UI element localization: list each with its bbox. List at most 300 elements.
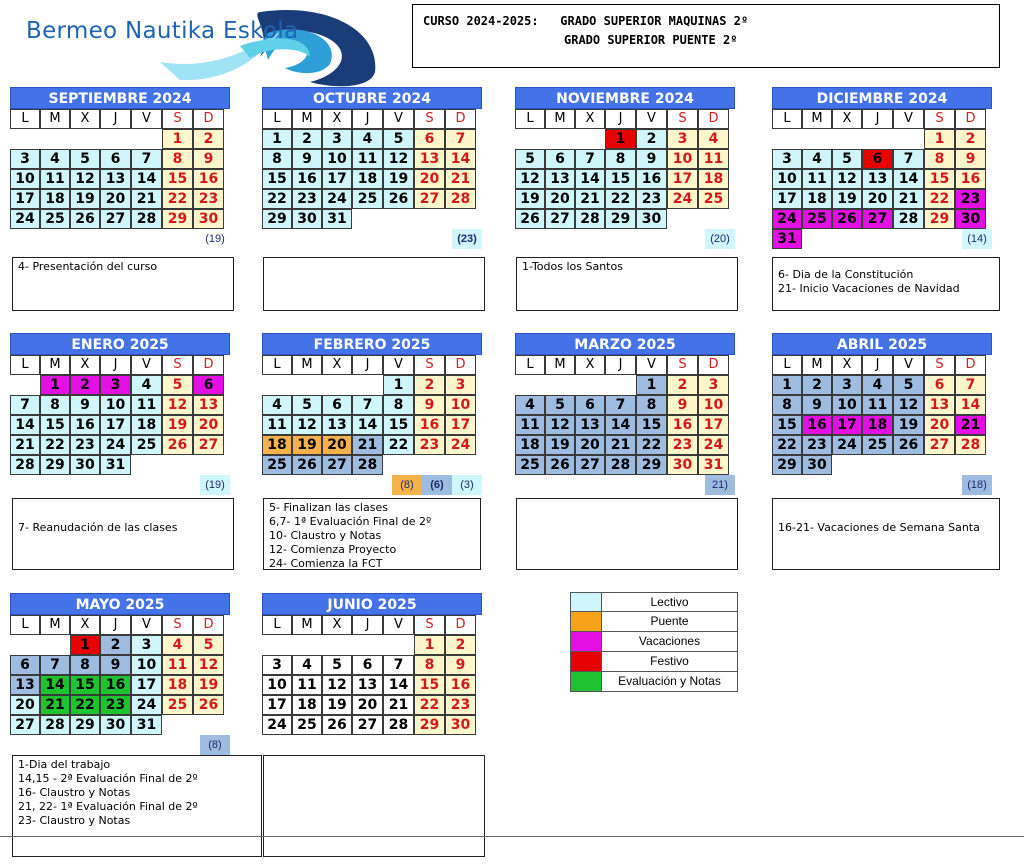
- day-cell[interactable]: 22: [924, 189, 955, 209]
- day-cell[interactable]: 18: [698, 169, 729, 189]
- day-cell[interactable]: 29: [262, 209, 292, 229]
- day-cell[interactable]: 17: [262, 695, 292, 715]
- day-cell[interactable]: 27: [545, 209, 575, 229]
- day-cell[interactable]: 17: [10, 189, 40, 209]
- day-cell[interactable]: 30: [636, 209, 667, 229]
- day-cell[interactable]: 12: [893, 395, 924, 415]
- day-cell[interactable]: 6: [100, 149, 131, 169]
- day-cell[interactable]: 2: [100, 635, 131, 655]
- day-cell[interactable]: 26: [70, 209, 100, 229]
- day-cell[interactable]: 3: [10, 149, 40, 169]
- day-cell[interactable]: 23: [100, 695, 131, 715]
- day-cell[interactable]: 27: [352, 715, 383, 735]
- day-cell[interactable]: 6: [352, 655, 383, 675]
- day-cell[interactable]: 21: [10, 435, 40, 455]
- day-cell[interactable]: 6: [924, 375, 955, 395]
- day-cell[interactable]: 7: [955, 375, 986, 395]
- day-cell[interactable]: 4: [515, 395, 545, 415]
- day-cell[interactable]: 13: [322, 415, 352, 435]
- day-cell[interactable]: 29: [772, 455, 802, 475]
- day-cell[interactable]: 18: [862, 415, 893, 435]
- day-cell[interactable]: 25: [515, 455, 545, 475]
- day-cell[interactable]: 1: [772, 375, 802, 395]
- day-cell[interactable]: 15: [772, 415, 802, 435]
- day-cell[interactable]: 5: [545, 395, 575, 415]
- day-cell[interactable]: 27: [862, 209, 893, 229]
- day-cell[interactable]: 10: [322, 149, 352, 169]
- day-cell[interactable]: 14: [352, 415, 383, 435]
- day-cell[interactable]: 13: [352, 675, 383, 695]
- day-cell[interactable]: 27: [575, 455, 605, 475]
- day-cell[interactable]: 20: [575, 435, 605, 455]
- day-cell[interactable]: 2: [193, 129, 224, 149]
- day-cell[interactable]: 5: [383, 129, 414, 149]
- day-cell[interactable]: 22: [605, 189, 636, 209]
- day-cell[interactable]: 20: [100, 189, 131, 209]
- day-cell[interactable]: 18: [131, 415, 162, 435]
- day-cell[interactable]: 19: [70, 189, 100, 209]
- day-cell[interactable]: 24: [445, 435, 476, 455]
- day-cell[interactable]: 30: [667, 455, 698, 475]
- day-cell[interactable]: 10: [667, 149, 698, 169]
- day-cell[interactable]: 21: [40, 695, 70, 715]
- day-cell[interactable]: 12: [162, 395, 193, 415]
- day-cell[interactable]: 15: [605, 169, 636, 189]
- day-cell[interactable]: 20: [193, 415, 224, 435]
- day-cell[interactable]: 14: [893, 169, 924, 189]
- day-cell[interactable]: 23: [445, 695, 476, 715]
- day-cell[interactable]: 10: [698, 395, 729, 415]
- day-cell[interactable]: 17: [322, 169, 352, 189]
- day-cell[interactable]: 25: [292, 715, 322, 735]
- day-cell[interactable]: 1: [605, 129, 636, 149]
- day-cell[interactable]: 12: [832, 169, 862, 189]
- day-cell[interactable]: 24: [131, 695, 162, 715]
- day-cell[interactable]: 10: [445, 395, 476, 415]
- day-cell[interactable]: 20: [545, 189, 575, 209]
- day-cell[interactable]: 8: [262, 149, 292, 169]
- day-cell[interactable]: 9: [955, 149, 986, 169]
- day-cell[interactable]: 17: [832, 415, 862, 435]
- day-cell[interactable]: 25: [698, 189, 729, 209]
- day-cell[interactable]: 26: [193, 695, 224, 715]
- day-cell[interactable]: 18: [292, 695, 322, 715]
- day-cell[interactable]: 8: [383, 395, 414, 415]
- day-cell[interactable]: 14: [575, 169, 605, 189]
- day-cell[interactable]: 6: [10, 655, 40, 675]
- day-cell[interactable]: 9: [100, 655, 131, 675]
- day-cell[interactable]: 24: [262, 715, 292, 735]
- day-cell[interactable]: 7: [383, 655, 414, 675]
- day-cell[interactable]: 29: [40, 455, 70, 475]
- day-cell[interactable]: 17: [100, 415, 131, 435]
- day-cell[interactable]: 26: [545, 455, 575, 475]
- day-cell[interactable]: 13: [100, 169, 131, 189]
- day-cell[interactable]: 12: [292, 415, 322, 435]
- day-cell[interactable]: 14: [10, 415, 40, 435]
- day-cell[interactable]: 31: [322, 209, 352, 229]
- day-cell[interactable]: 4: [292, 655, 322, 675]
- day-cell[interactable]: 1: [924, 129, 955, 149]
- day-cell[interactable]: 26: [322, 715, 352, 735]
- day-cell[interactable]: 25: [802, 209, 832, 229]
- day-cell[interactable]: 16: [667, 415, 698, 435]
- day-cell[interactable]: 13: [862, 169, 893, 189]
- day-cell[interactable]: 15: [162, 169, 193, 189]
- day-cell[interactable]: 11: [40, 169, 70, 189]
- day-cell[interactable]: 27: [322, 455, 352, 475]
- day-cell[interactable]: 2: [292, 129, 322, 149]
- day-cell[interactable]: 9: [70, 395, 100, 415]
- day-cell[interactable]: 2: [955, 129, 986, 149]
- day-cell[interactable]: 5: [832, 149, 862, 169]
- day-cell[interactable]: 4: [698, 129, 729, 149]
- day-cell[interactable]: 26: [832, 209, 862, 229]
- day-cell[interactable]: 18: [262, 435, 292, 455]
- day-cell[interactable]: 5: [193, 635, 224, 655]
- day-cell[interactable]: 1: [636, 375, 667, 395]
- day-cell[interactable]: 9: [636, 149, 667, 169]
- day-cell[interactable]: 5: [292, 395, 322, 415]
- day-cell[interactable]: 11: [802, 169, 832, 189]
- day-cell[interactable]: 19: [893, 415, 924, 435]
- day-cell[interactable]: 15: [383, 415, 414, 435]
- day-cell[interactable]: 12: [193, 655, 224, 675]
- day-cell[interactable]: 3: [322, 129, 352, 149]
- day-cell[interactable]: 22: [636, 435, 667, 455]
- day-cell[interactable]: 27: [193, 435, 224, 455]
- day-cell[interactable]: 11: [162, 655, 193, 675]
- day-cell[interactable]: 6: [414, 129, 445, 149]
- day-cell[interactable]: 14: [955, 395, 986, 415]
- day-cell[interactable]: 9: [667, 395, 698, 415]
- day-cell[interactable]: 28: [383, 715, 414, 735]
- day-cell[interactable]: 7: [40, 655, 70, 675]
- day-cell[interactable]: 31: [698, 455, 729, 475]
- day-cell[interactable]: 17: [667, 169, 698, 189]
- day-cell[interactable]: 19: [515, 189, 545, 209]
- day-cell[interactable]: 25: [162, 695, 193, 715]
- day-cell[interactable]: 5: [162, 375, 193, 395]
- day-cell[interactable]: 27: [924, 435, 955, 455]
- day-cell[interactable]: 28: [10, 455, 40, 475]
- day-cell[interactable]: 1: [40, 375, 70, 395]
- day-cell[interactable]: 24: [100, 435, 131, 455]
- day-cell[interactable]: 8: [924, 149, 955, 169]
- day-cell[interactable]: 20: [322, 435, 352, 455]
- day-cell[interactable]: 5: [515, 149, 545, 169]
- day-cell[interactable]: 3: [262, 655, 292, 675]
- day-cell[interactable]: 30: [955, 209, 986, 229]
- day-cell[interactable]: 6: [545, 149, 575, 169]
- day-cell[interactable]: 18: [515, 435, 545, 455]
- day-cell[interactable]: 8: [636, 395, 667, 415]
- day-cell[interactable]: 2: [667, 375, 698, 395]
- day-cell[interactable]: 12: [70, 169, 100, 189]
- day-cell[interactable]: 3: [698, 375, 729, 395]
- day-cell[interactable]: 19: [193, 675, 224, 695]
- day-cell[interactable]: 7: [131, 149, 162, 169]
- day-cell[interactable]: 15: [636, 415, 667, 435]
- day-cell[interactable]: 2: [414, 375, 445, 395]
- day-cell[interactable]: 4: [352, 129, 383, 149]
- day-cell[interactable]: 28: [955, 435, 986, 455]
- day-cell[interactable]: 16: [445, 675, 476, 695]
- day-cell[interactable]: 19: [162, 415, 193, 435]
- day-cell[interactable]: 11: [292, 675, 322, 695]
- day-cell[interactable]: 9: [292, 149, 322, 169]
- day-cell[interactable]: 5: [322, 655, 352, 675]
- day-cell[interactable]: 13: [193, 395, 224, 415]
- day-cell[interactable]: 16: [292, 169, 322, 189]
- day-cell[interactable]: 1: [383, 375, 414, 395]
- day-cell[interactable]: 8: [772, 395, 802, 415]
- day-cell[interactable]: 15: [924, 169, 955, 189]
- day-cell[interactable]: 22: [70, 695, 100, 715]
- day-cell[interactable]: 24: [698, 435, 729, 455]
- day-cell[interactable]: 23: [70, 435, 100, 455]
- day-cell[interactable]: 7: [893, 149, 924, 169]
- day-cell[interactable]: 10: [10, 169, 40, 189]
- day-cell[interactable]: 2: [445, 635, 476, 655]
- day-cell[interactable]: 31: [100, 455, 131, 475]
- day-cell[interactable]: 17: [772, 189, 802, 209]
- day-cell[interactable]: 13: [545, 169, 575, 189]
- day-cell[interactable]: 25: [862, 435, 893, 455]
- day-cell[interactable]: 25: [131, 435, 162, 455]
- day-cell[interactable]: 19: [383, 169, 414, 189]
- day-cell[interactable]: 14: [383, 675, 414, 695]
- day-cell[interactable]: 24: [832, 435, 862, 455]
- day-cell[interactable]: 19: [292, 435, 322, 455]
- day-cell[interactable]: 16: [955, 169, 986, 189]
- day-cell[interactable]: 26: [893, 435, 924, 455]
- day-cell[interactable]: 28: [352, 455, 383, 475]
- day-cell[interactable]: 1: [262, 129, 292, 149]
- day-cell[interactable]: 20: [352, 695, 383, 715]
- day-cell[interactable]: 21: [605, 435, 636, 455]
- day-cell[interactable]: 12: [322, 675, 352, 695]
- day-cell[interactable]: 6: [322, 395, 352, 415]
- day-cell[interactable]: 24: [322, 189, 352, 209]
- day-cell[interactable]: 21: [955, 415, 986, 435]
- day-cell[interactable]: 1: [70, 635, 100, 655]
- day-cell[interactable]: 22: [162, 189, 193, 209]
- day-cell[interactable]: 30: [292, 209, 322, 229]
- day-cell[interactable]: 31: [131, 715, 162, 735]
- day-cell[interactable]: 30: [70, 455, 100, 475]
- day-cell[interactable]: 21: [131, 189, 162, 209]
- day-cell[interactable]: 23: [636, 189, 667, 209]
- day-cell[interactable]: 8: [162, 149, 193, 169]
- day-cell[interactable]: 18: [802, 189, 832, 209]
- day-cell[interactable]: 28: [445, 189, 476, 209]
- day-cell[interactable]: 26: [162, 435, 193, 455]
- day-cell[interactable]: 4: [802, 149, 832, 169]
- day-cell[interactable]: 3: [131, 635, 162, 655]
- day-cell[interactable]: 3: [445, 375, 476, 395]
- day-cell[interactable]: 28: [893, 209, 924, 229]
- day-cell[interactable]: 19: [545, 435, 575, 455]
- day-cell[interactable]: 26: [515, 209, 545, 229]
- day-cell[interactable]: 31: [772, 229, 802, 249]
- day-cell[interactable]: 11: [131, 395, 162, 415]
- day-cell[interactable]: 10: [262, 675, 292, 695]
- day-cell[interactable]: 3: [667, 129, 698, 149]
- day-cell[interactable]: 26: [383, 189, 414, 209]
- day-cell[interactable]: 3: [772, 149, 802, 169]
- day-cell[interactable]: 7: [352, 395, 383, 415]
- day-cell[interactable]: 8: [70, 655, 100, 675]
- day-cell[interactable]: 27: [10, 715, 40, 735]
- day-cell[interactable]: 23: [292, 189, 322, 209]
- day-cell[interactable]: 17: [698, 415, 729, 435]
- day-cell[interactable]: 12: [383, 149, 414, 169]
- day-cell[interactable]: 22: [262, 189, 292, 209]
- day-cell[interactable]: 9: [414, 395, 445, 415]
- day-cell[interactable]: 18: [352, 169, 383, 189]
- day-cell[interactable]: 27: [100, 209, 131, 229]
- day-cell[interactable]: 30: [100, 715, 131, 735]
- day-cell[interactable]: 22: [772, 435, 802, 455]
- day-cell[interactable]: 9: [802, 395, 832, 415]
- day-cell[interactable]: 23: [667, 435, 698, 455]
- day-cell[interactable]: 4: [131, 375, 162, 395]
- day-cell[interactable]: 2: [70, 375, 100, 395]
- day-cell[interactable]: 6: [575, 395, 605, 415]
- day-cell[interactable]: 20: [414, 169, 445, 189]
- day-cell[interactable]: 21: [445, 169, 476, 189]
- day-cell[interactable]: 6: [193, 375, 224, 395]
- day-cell[interactable]: 21: [893, 189, 924, 209]
- day-cell[interactable]: 16: [636, 169, 667, 189]
- day-cell[interactable]: 11: [262, 415, 292, 435]
- day-cell[interactable]: 28: [40, 715, 70, 735]
- day-cell[interactable]: 23: [802, 435, 832, 455]
- day-cell[interactable]: 10: [131, 655, 162, 675]
- day-cell[interactable]: 20: [924, 415, 955, 435]
- day-cell[interactable]: 21: [383, 695, 414, 715]
- day-cell[interactable]: 26: [292, 455, 322, 475]
- day-cell[interactable]: 14: [131, 169, 162, 189]
- day-cell[interactable]: 11: [862, 395, 893, 415]
- day-cell[interactable]: 19: [832, 189, 862, 209]
- day-cell[interactable]: 13: [10, 675, 40, 695]
- day-cell[interactable]: 22: [414, 695, 445, 715]
- day-cell[interactable]: 29: [924, 209, 955, 229]
- day-cell[interactable]: 30: [445, 715, 476, 735]
- day-cell[interactable]: 10: [100, 395, 131, 415]
- day-cell[interactable]: 30: [802, 455, 832, 475]
- day-cell[interactable]: 2: [802, 375, 832, 395]
- day-cell[interactable]: 10: [832, 395, 862, 415]
- day-cell[interactable]: 20: [862, 189, 893, 209]
- day-cell[interactable]: 16: [100, 675, 131, 695]
- day-cell[interactable]: 28: [575, 209, 605, 229]
- day-cell[interactable]: 24: [667, 189, 698, 209]
- day-cell[interactable]: 1: [162, 129, 193, 149]
- day-cell[interactable]: 29: [605, 209, 636, 229]
- day-cell[interactable]: 12: [545, 415, 575, 435]
- day-cell[interactable]: 7: [445, 129, 476, 149]
- day-cell[interactable]: 4: [862, 375, 893, 395]
- day-cell[interactable]: 13: [575, 415, 605, 435]
- day-cell[interactable]: 19: [322, 695, 352, 715]
- day-cell[interactable]: 11: [515, 415, 545, 435]
- day-cell[interactable]: 7: [575, 149, 605, 169]
- day-cell[interactable]: 4: [40, 149, 70, 169]
- day-cell[interactable]: 3: [832, 375, 862, 395]
- day-cell[interactable]: 5: [893, 375, 924, 395]
- day-cell[interactable]: 24: [10, 209, 40, 229]
- day-cell[interactable]: 22: [40, 435, 70, 455]
- day-cell[interactable]: 5: [70, 149, 100, 169]
- day-cell[interactable]: 21: [575, 189, 605, 209]
- day-cell[interactable]: 16: [414, 415, 445, 435]
- day-cell[interactable]: 24: [772, 209, 802, 229]
- day-cell[interactable]: 17: [131, 675, 162, 695]
- day-cell[interactable]: 10: [772, 169, 802, 189]
- day-cell[interactable]: 28: [131, 209, 162, 229]
- day-cell[interactable]: 14: [445, 149, 476, 169]
- day-cell[interactable]: 29: [414, 715, 445, 735]
- day-cell[interactable]: 30: [193, 209, 224, 229]
- day-cell[interactable]: 15: [40, 415, 70, 435]
- day-cell[interactable]: 3: [100, 375, 131, 395]
- day-cell[interactable]: 4: [162, 635, 193, 655]
- day-cell[interactable]: 7: [605, 395, 636, 415]
- day-cell[interactable]: 18: [162, 675, 193, 695]
- day-cell[interactable]: 13: [924, 395, 955, 415]
- day-cell[interactable]: 25: [352, 189, 383, 209]
- day-cell[interactable]: 15: [414, 675, 445, 695]
- day-cell[interactable]: 23: [414, 435, 445, 455]
- day-cell[interactable]: 28: [605, 455, 636, 475]
- day-cell[interactable]: 29: [70, 715, 100, 735]
- day-cell[interactable]: 22: [383, 435, 414, 455]
- day-cell[interactable]: 23: [955, 189, 986, 209]
- day-cell[interactable]: 17: [445, 415, 476, 435]
- day-cell[interactable]: 16: [802, 415, 832, 435]
- day-cell[interactable]: 14: [605, 415, 636, 435]
- day-cell[interactable]: 14: [40, 675, 70, 695]
- day-cell[interactable]: 4: [262, 395, 292, 415]
- day-cell[interactable]: 21: [352, 435, 383, 455]
- day-cell[interactable]: 7: [10, 395, 40, 415]
- day-cell[interactable]: 25: [40, 209, 70, 229]
- day-cell[interactable]: 29: [636, 455, 667, 475]
- day-cell[interactable]: 11: [698, 149, 729, 169]
- day-cell[interactable]: 23: [193, 189, 224, 209]
- day-cell[interactable]: 20: [10, 695, 40, 715]
- day-cell[interactable]: 15: [262, 169, 292, 189]
- day-cell[interactable]: 18: [40, 189, 70, 209]
- day-cell[interactable]: 6: [862, 149, 893, 169]
- day-cell[interactable]: 13: [414, 149, 445, 169]
- day-cell[interactable]: 11: [352, 149, 383, 169]
- day-cell[interactable]: 27: [414, 189, 445, 209]
- day-cell[interactable]: 8: [40, 395, 70, 415]
- day-cell[interactable]: 25: [262, 455, 292, 475]
- day-cell[interactable]: 8: [414, 655, 445, 675]
- day-cell[interactable]: 9: [193, 149, 224, 169]
- day-cell[interactable]: 16: [70, 415, 100, 435]
- day-cell[interactable]: 16: [193, 169, 224, 189]
- day-cell[interactable]: 29: [162, 209, 193, 229]
- day-cell[interactable]: 8: [605, 149, 636, 169]
- day-cell[interactable]: 15: [70, 675, 100, 695]
- day-cell[interactable]: 2: [636, 129, 667, 149]
